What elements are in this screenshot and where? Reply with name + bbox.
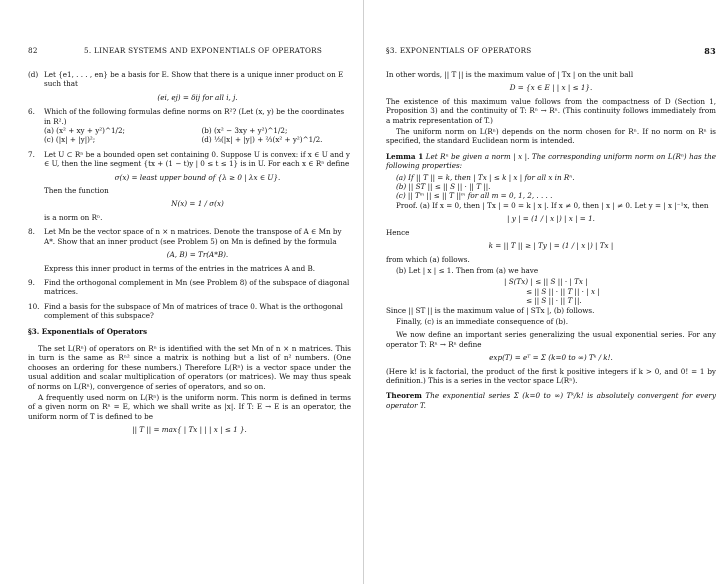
paragraph: A frequently used norm on L(Rⁿ) is the uniform norm. This norm is defined in terms of a given norm on Rⁿ = E, which we shall write as |x|. If T: E → E is an operator, the uniform norm of T is defined to be [28, 392, 351, 421]
theorem [386, 391, 716, 410]
lemma-item-b: (b) || ST || ≤ || S || · || T ||. [396, 182, 491, 192]
exercise-9 [28, 278, 351, 297]
display-equation: N(x) = 1 / σ(x) [171, 199, 224, 209]
exercise-number: 8. [28, 227, 35, 237]
options-row [44, 135, 351, 144]
option-c: (c) (|x| + |y|)²; [44, 135, 96, 145]
exercise-text: Then the function [44, 186, 109, 196]
lemma-title: Lemma 1 [386, 151, 424, 161]
display-equation: k = || T || ≥ | Ty | = (1 / | x |) | Tx | [488, 241, 614, 251]
exercise-text: Express this inner product in terms of the entries in the matrices A and B. [44, 263, 316, 273]
left-chapter-title: 5. LINEAR SYSTEMS AND EXPONENTIALS OF OPERATORS [84, 46, 323, 55]
exercise-number: 9. [28, 277, 35, 287]
section-heading: §3. Exponentials of Operators [28, 326, 147, 336]
paragraph: The uniform norm on L(Rⁿ) depends on the norm chosen for Rⁿ. If no norm on Rⁿ is specified, the standard Euclidean norm is intended. [386, 127, 716, 146]
exercise-10 [28, 302, 351, 321]
left-running-head [28, 46, 351, 60]
option-d: (d) ⅓(|x| + |y|) + ⅔(x² + y²)^1/2. [201, 135, 323, 145]
paragraph: Since || ST || is the maximum value of | STx |, (b) follows. [386, 305, 595, 315]
display-equation: | y | = (1 / | x |) | x | = 1. [507, 214, 595, 224]
exercise-6 [28, 107, 351, 145]
theorem-title: Theorem [386, 391, 422, 401]
right-running-head [386, 46, 716, 60]
paragraph: The set L(Rⁿ) of operators on Rⁿ is identified with the set Mn of n × n matrices. This in turn is the same as Rⁿ² since a matrix is nothing but a list of n² numbers. (One chooses an ordering for these numbers.) Therefore L(Rⁿ) is a vector space under the usual addition and scalar multiplication of operators (or matrices). We may thus speak of norms on L(Rⁿ), convergence of series of operators, and so on. [28, 343, 351, 391]
display-equation: ≤ || S || · || T ||. [526, 296, 582, 306]
exercise-text: is a norm on Rⁿ. [44, 212, 103, 222]
exercise-8 [28, 227, 351, 273]
right-page-body [386, 70, 716, 412]
exercise-text: Find a basis for the subspace of Mn of matrices of trace 0. What is the orthogonal complement of this subspace? [44, 301, 343, 321]
paragraph: Finally, (c) is an immediate consequence of (b). [396, 316, 569, 326]
left-page-body [28, 70, 351, 439]
paragraph: The existence of this maximum value follows from the compactness of D (Section 1, Proposition 3) and the continuity of T: Rⁿ → Rⁿ. (This continuity follows immediately from a matrix representation of T.) [386, 96, 716, 125]
theorem-statement: The exponential series Σ (k=0 to ∞) Tᵏ/k! is absolutely convergent for every operator T. [386, 391, 716, 410]
exercise-number: 10. [28, 301, 40, 311]
exercise-number: 6. [28, 107, 35, 117]
display-equation: | S(Tx) | ≤ || S || · | Tx | [504, 277, 588, 287]
exercise-text: Find the orthogonal complement in Mn (see Problem 8) of the subspace of diagonal matrices. [44, 277, 350, 297]
exercise-text: Let Mn be the vector space of n × n matrices. Denote the transpose of A ∈ Mn by A*. Show that an inner product (see Problem 5) on Mn is defined by the formula [44, 227, 342, 246]
display-equation: exp(T) = eᵀ = Σ (k=0 to ∞) Tᵏ / k!. [489, 353, 613, 363]
display-equation: σ(x) = least upper bound of {λ ≥ 0 | λx ∈ U}. [114, 172, 281, 182]
paragraph: We now define an important series generalizing the usual exponential series. For any operator T: Rⁿ → Rⁿ define [386, 330, 716, 349]
display-equation: || T || = max{ | Tx | | | x | ≤ 1 }. [132, 425, 247, 435]
option-b: (b) (x² − 3xy + y²)^1/2; [201, 126, 288, 136]
paragraph: (b) Let | x | ≤ 1. Then from (a) we have [396, 265, 539, 275]
proof-paragraph: Proof. (a) If x = 0, then | Tx | = 0 = k | x |. If x ≠ 0, then | x | ≠ 0. Let y = | x |⁻¹x, then [396, 200, 709, 210]
exercise-label: (d) [28, 70, 39, 79]
exercise-7 [28, 150, 351, 222]
lemma-item-a: (a) If || T || = k, then | Tx | ≤ k | x | for all x in Rⁿ. [396, 172, 575, 182]
display-equation: D = {x ∈ E | | x | ≤ 1}. [509, 83, 593, 93]
lemma-item-c: (c) || Tᵐ || ≤ || T ||ᵐ for all m = 0, 1, 2, . . . . [396, 191, 553, 201]
exercise-text: Which of the following formulas define norms on R²? (Let (x, y) be the coordinates in R².) [44, 107, 345, 126]
paragraph: (Here k! is k factorial, the product of the first k positive integers if k > 0, and 0! = 1 by definition.) This is a series in the vector space L(Rⁿ). [386, 366, 716, 385]
lemma-statement: Let Rⁿ be given a norm | x |. The corresponding uniform norm on L(Rⁿ) has the following properties: [386, 151, 716, 171]
paragraph: from which (a) follows. [386, 254, 470, 264]
display-equation: ≤ || S || · || T || · | x | [526, 286, 600, 296]
left-page-number: 82 [28, 46, 38, 55]
options-row [44, 126, 351, 135]
display-equation: (A, B) = Tr(A*B). [166, 250, 229, 260]
lemma [386, 152, 716, 171]
option-a: (a) (x² + xy + y²)^1/2; [44, 126, 125, 136]
paragraph: In other words, || T || is the maximum value of | Tx | on the unit ball [386, 70, 634, 79]
exercise-5d [28, 70, 351, 102]
exercise-text: Let {e1, . . . , en} be a basis for E. Show that there is a unique inner product on E such that [44, 70, 344, 89]
right-page-number: 83 [704, 46, 716, 56]
right-page [364, 0, 728, 584]
right-section-title: §3. EXPONENTIALS OF OPERATORS [386, 46, 532, 55]
exercise-text: Let U ⊂ Rⁿ be a bounded open set containing 0. Suppose U is convex: if x ∈ U and y ∈ U, then the line segment {tx + (1 − t)y | 0 ≤ t ≤ 1} is in U. For each x ∈ Rⁿ define [44, 149, 350, 169]
exercise-number: 7. [28, 149, 35, 159]
paragraph: Hence [386, 227, 410, 237]
display-equation: (ei, ej) = δij for all i, j. [157, 92, 238, 102]
